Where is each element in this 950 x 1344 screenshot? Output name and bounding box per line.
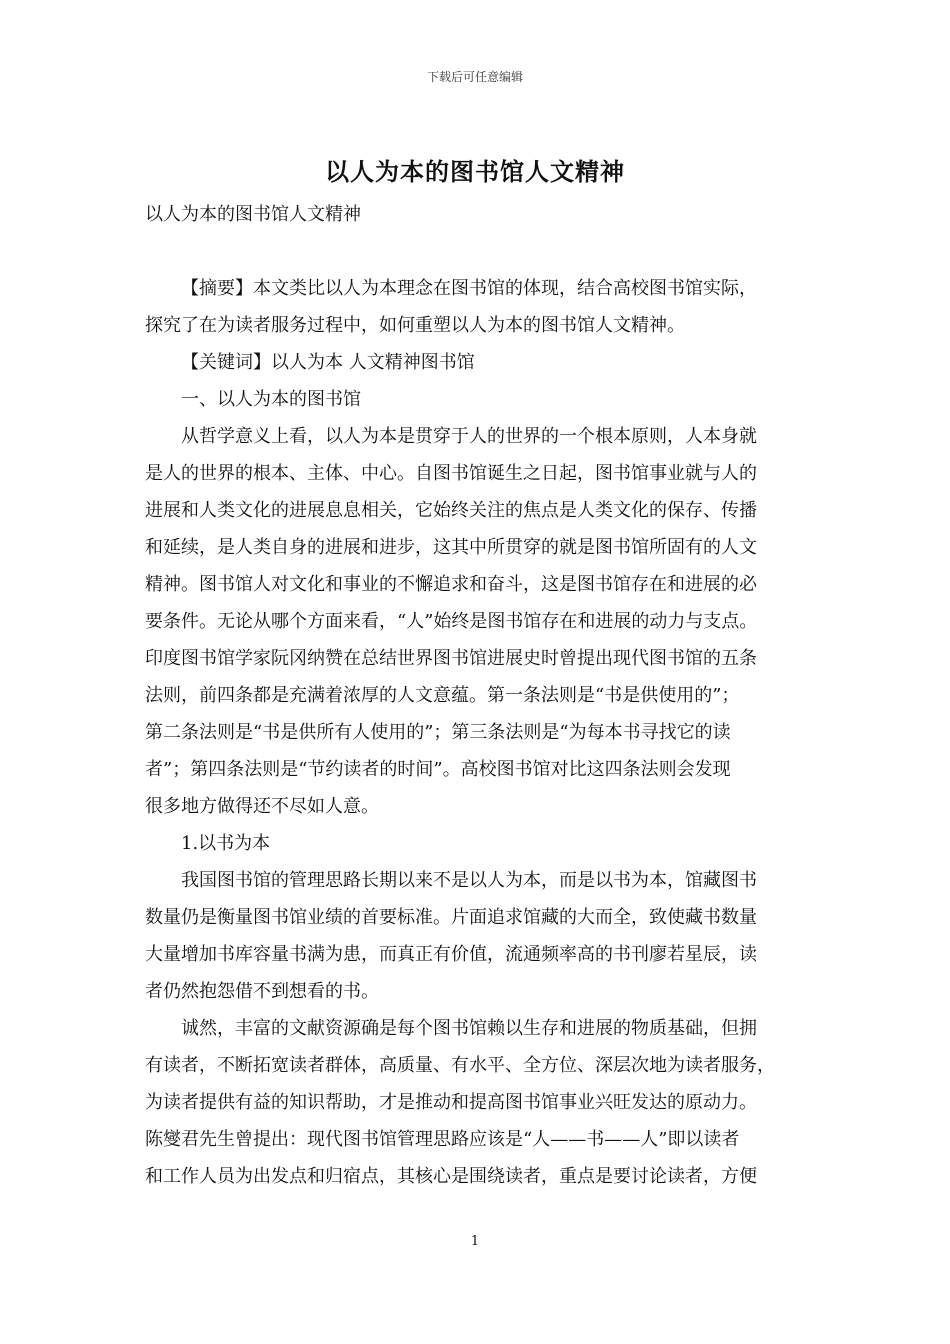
header-note: 下载后可任意编辑 [426,70,523,84]
text-line: 者”；第四条法则是“节约读者的时间”。高校图书馆对比这四条法则会发现 [145,759,731,780]
text-line: 诚然，丰富的文献资源确是每个图书馆赖以生存和进展的物质基础，但拥 [181,1018,757,1039]
text-line: 进展和人类文化的进展息息相关，它始终关注的焦点是人类文化的保存、传播 [145,500,757,521]
document-title: 以人为本的图书馆人文精神 [325,157,625,186]
text-line: 是人的世界的根本、主体、中心。自图书馆诞生之日起，图书馆事业就与人的 [145,463,757,484]
text-line: 【摘要】本文类比以人为本理念在图书馆的体现，结合高校图书馆实际， [181,278,757,299]
subsection-heading [145,825,820,862]
text-line: 数量仍是衡量图书馆业绩的首要标准。片面追求馆藏的大而全，致使藏书数量 [145,907,757,928]
text-line: 为读者提供有益的知识帮助，才是推动和提高图书馆事业兴旺发达的原动力。 [145,1092,757,1113]
text-line: 从哲学意义上看，以人为本是贯穿于人的世界的一个根本原则，人本身就 [181,426,757,447]
text-line: 1.以书为本 [181,833,271,854]
text-line: 第二条法则是“书是供所有人使用的”；第三条法则是“为每本书寻找它的读 [145,722,731,743]
text-line: 有读者，不断拓宽读者群体，高质量、有水平、全方位、深层次地为读者服务， [145,1055,775,1076]
text-line: 很多地方做得还不尽如人意。 [145,796,379,817]
text-line: 一、以人为本的图书馆 [181,389,361,410]
text-line: 陈燮君先生曾提出：现代图书馆管理思路应该是“人——书——人”即以读者 [145,1129,740,1150]
body-paragraph [145,862,820,1010]
page-number: 1 [470,1234,480,1249]
text-line: 法则，前四条都是充满着浓厚的人文意蕴。第一条法则是“书是供使用的”； [145,685,740,706]
text-line: 者仍然抱怨借不到想看的书。 [145,981,379,1002]
text-line: 要条件。无论从哪个方面来看，“人”始终是图书馆存在和进展的动力与支点。 [145,611,758,632]
body-paragraph [145,418,820,825]
text-line: 精神。图书馆人对文化和事业的不懈追求和奋斗，这是图书馆存在和进展的必 [145,574,757,595]
abstract-paragraph [145,270,820,344]
text-line: 和延续，是人类自身的进展和进步，这其中所贯穿的就是图书馆所固有的人文 [145,537,757,558]
section-heading [145,381,820,418]
text-line: 大量增加书库容量书满为患，而真正有价值，流通频率高的书刊廖若星辰，读 [145,944,757,965]
text-line: 印度图书馆学家阮冈纳赞在总结世界图书馆进展史时曾提出现代图书馆的五条 [145,648,757,669]
text-line: 【关键词】以人为本 人文精神图书馆 [181,352,475,373]
document-body [145,270,820,1195]
keywords-paragraph [145,344,820,381]
document-subtitle: 以人为本的图书馆人文精神 [145,204,361,225]
text-line: 探究了在为读者服务过程中，如何重塑以人为本的图书馆人文精神。 [145,315,685,336]
body-paragraph [145,1010,820,1195]
text-line: 我国图书馆的管理思路长期以来不是以人为本，而是以书为本，馆藏图书 [181,870,757,891]
text-line: 和工作人员为出发点和归宿点，其核心是围绕读者，重点是要讨论读者，方便 [145,1166,757,1187]
